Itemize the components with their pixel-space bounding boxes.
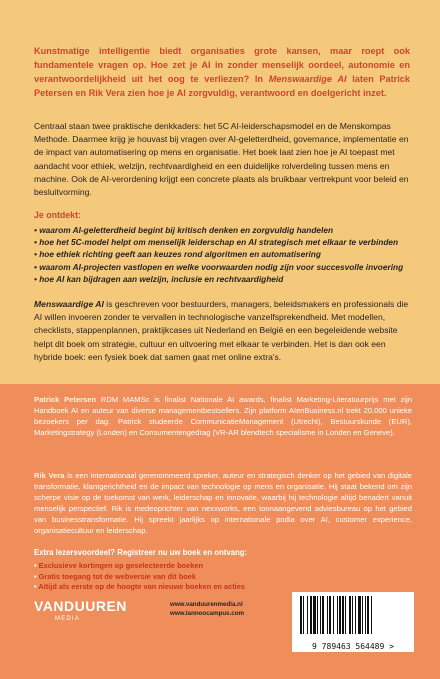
bullets-heading: Je ontdekt: — [34, 210, 81, 220]
audience-lead: Menswaardige AI — [34, 299, 104, 309]
intro-book-title: Menswaardige AI — [268, 74, 347, 84]
author-bio-text: RDM MAMSc is finalist Nationale AI awards, finalist Marketing-Literatuurprijs met zijn Handboek AI en auteur van diverse managementbestsellers. Zijn platform AIenBusiness.nl trekt 20.000 unieke bezoekers per dag. Patrick studeerde CommunicatieManagement (Utrecht), Bestuurskunde (EUR), Marketingstrategy (Londen) en Consumentengedrag (VR-AR blendtech specialisme in Londen en Geneve). — [34, 395, 412, 438]
audience-text: is geschreven voor bestuurders, managers, beleidsmakers en professionals die AI willen invoeren zonder te vervallen in technologische vanzelfsprekendheid. Met modellen, checklists, stappenplannen, praktijkcases uit Nederland en België en een begeleidende website helpt dit boek om strategie, cultuur en uitvoering met elkaar te verbinden. Het is dan ook een hybride boek: een fysiek boek dat samen gaat met online extra's. — [34, 299, 409, 362]
bullet-item: • waarom AI-projecten vastlopen en welke voorwaarden nodig zijn voor succesvolle invoering — [34, 261, 414, 273]
bonus-item: • Altijd als eerste op de hoogte van nieuwe boeken en acties — [34, 582, 294, 593]
bonus-item: • Gratis toegang tot de webversie van dit boek — [34, 572, 294, 583]
author-bio-vera — [34, 470, 412, 537]
barcode-icon — [298, 596, 408, 634]
bullet-item: • hoe ethiek richting geeft aan keuzes rond algoritmen en automatisering — [34, 248, 414, 260]
bullet-item: • hoe AI kan bijdragen aan welzijn, inclusie en rechtvaardigheid — [34, 273, 414, 285]
publisher-logo-sub: MEDIA — [55, 616, 81, 622]
publisher-logo: VANDUUREN — [34, 598, 127, 614]
bullet-item: • waarom AI-geletterdheid begint bij kritisch denken en zorgvuldig handelen — [34, 224, 414, 236]
audience-paragraph — [34, 298, 410, 364]
url-link[interactable]: www.vanduurenmedia.nl — [170, 601, 243, 608]
author-name: Rik Vera — [34, 471, 65, 480]
bullet-list — [34, 224, 414, 285]
description-paragraph: Centraal staan twee praktische denkkaders: het 5C AI-leiderschapsmodel en de Menskompas Methode. Daarmee krijg je houvast bij vragen over AI-geletterdheid, governance, implementatie en de impact van automatisering op mens en organisatie. Het boek laat zien hoe je AI toepast met aandacht voor ethiek, welzijn, rechtvaardigheid en een duidelijke rolverdeling tussen mens en machine. Ook de AI-verordening krijgt een concrete plaats als bruikbaar vertrekpunt voor beleid en besluitvorming. — [34, 121, 409, 198]
bullet-item: • hoe het 5C-model helpt om menselijk leiderschap en AI strategisch met elkaar te verbinden — [34, 236, 414, 248]
intro-text-2: laten Patrick Petersen en Rik Vera zien hoe je AI zorgvuldig, verantwoord en doelgericht inzet. — [34, 74, 410, 98]
bonus-item: • Exclusieve kortingen op geselecteerde boeken — [34, 561, 294, 572]
author-bio-text: is een internationaal gerenommeerd spreker, auteur en strategisch denker op het gebied van digitale transformatie, klantgerichtheid en de impact van technologie op mens en organisatie. Hij staat bekend om zijn scherpe visie op de toekomst van werk, leiderschap en innovatie, waarbij hij technologie altijd benadert vanuit menselijk perspectief. Rik is medeoprichter van nexxworks, een toonaangevend adviesbureau op het gebied van businesstransformatie. Hij spreekt jaarlijks op internationale podia over AI, customer experience, organisatiecultuur en leiderschap. — [34, 471, 412, 536]
publisher-urls — [170, 600, 244, 618]
intro-paragraph — [34, 44, 410, 100]
reader-bonus-heading: Extra lezersvoordeel? Registreer nu uw boek en ontvang: — [34, 548, 248, 557]
url-link[interactable]: www.lannoocampus.com — [170, 610, 245, 617]
intro-text-1: Kunstmatige intelligentie biedt organisaties grote kansen, maar roept ook fundamentele vragen op. Hoe zet je AI in zonder menselijk oordeel, autonomie en verantwoordelijkheid uit het oog te verliezen? In — [34, 46, 410, 84]
isbn-number: 9 789463 564489 > — [312, 642, 394, 651]
author-name: Patrick Petersen — [34, 395, 97, 404]
reader-bonus-list — [34, 561, 294, 593]
author-bio-petersen — [34, 394, 412, 438]
